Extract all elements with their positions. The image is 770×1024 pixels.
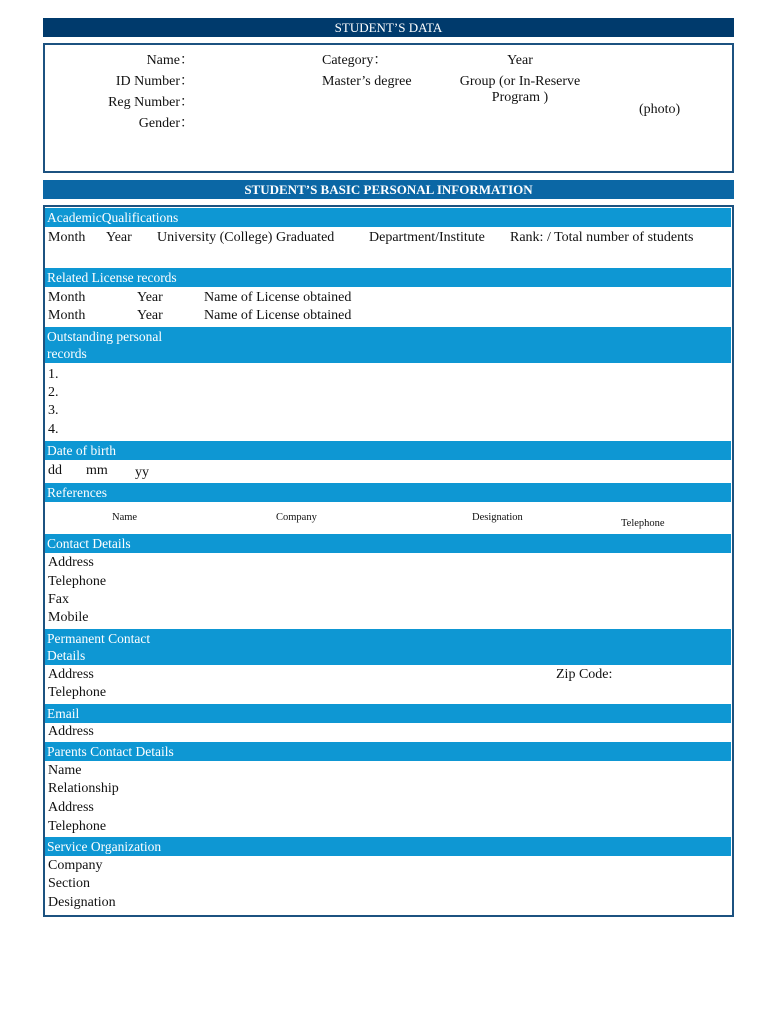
service-section: Section <box>48 876 90 891</box>
parents-contact-header: Parents Contact Details <box>45 742 731 761</box>
academic-rank: Rank: / Total number of students <box>510 230 694 245</box>
dob-yy: yy <box>135 465 149 480</box>
contact-telephone: Telephone <box>48 574 107 589</box>
parents-address: Address <box>48 800 94 815</box>
service-designation: Designation <box>48 895 116 910</box>
license-year-2: Year <box>137 308 163 323</box>
outstanding-item-1: 1. <box>48 367 59 382</box>
references-header: References <box>45 483 731 502</box>
outstanding-item-3: 3. <box>48 403 59 418</box>
references-company: Company <box>276 512 317 523</box>
permanent-telephone: Telephone <box>48 685 107 700</box>
photo-placeholder: (photo) <box>639 102 681 117</box>
reg-number-label: Reg Number： <box>108 95 194 110</box>
license-name-2: Name of License obtained <box>204 308 352 323</box>
references-designation: Designation <box>472 512 523 523</box>
license-month-2: Month <box>48 308 86 323</box>
contact-details-header: Contact Details <box>45 534 731 553</box>
group-label-line2: Program ) <box>491 90 549 105</box>
date-of-birth-header: Date of birth <box>45 441 731 460</box>
contact-address: Address <box>48 555 94 570</box>
year-label: Year <box>507 53 533 68</box>
permanent-contact-title-line2: Details <box>47 648 86 663</box>
email-address: Address <box>48 724 94 739</box>
license-month-1: Month <box>48 290 86 305</box>
group-label-line1: Group (or In-Reserve <box>459 74 581 89</box>
permanent-contact-title-line1: Permanent Contact <box>47 631 151 646</box>
contact-mobile: Mobile <box>48 610 89 625</box>
parents-relationship: Relationship <box>48 781 119 796</box>
permanent-address: Address <box>48 667 94 682</box>
email-header: Email <box>45 704 731 723</box>
students-data-title: STUDENT’S DATA <box>43 18 734 37</box>
license-records-header: Related License records <box>45 268 731 287</box>
id-number-label: ID Number： <box>115 74 194 89</box>
permanent-contact-header <box>45 629 731 665</box>
masters-degree-label: Master’s degree <box>322 74 412 89</box>
academic-university: University (College) Graduated <box>157 230 335 245</box>
references-name: Name <box>112 512 138 523</box>
basic-info-title: STUDENT’S BASIC PERSONAL INFORMATION <box>43 180 734 199</box>
academic-department: Department/Institute <box>369 230 485 245</box>
dob-mm: mm <box>86 463 108 478</box>
license-year-1: Year <box>137 290 163 305</box>
contact-fax: Fax <box>48 592 69 607</box>
dob-dd: dd <box>48 463 62 478</box>
academic-year: Year <box>106 230 132 245</box>
outstanding-item-2: 2. <box>48 385 59 400</box>
academic-month: Month <box>48 230 86 245</box>
parents-name: Name <box>48 763 82 778</box>
name-label: Name： <box>146 53 194 68</box>
student-data-box <box>43 43 734 173</box>
gender-label: Gender： <box>138 116 194 131</box>
outstanding-item-4: 4. <box>48 422 59 437</box>
service-organization-header: Service Organization <box>45 837 731 856</box>
references-telephone: Telephone <box>621 518 665 529</box>
outstanding-records-title-line1: Outstanding personal <box>47 329 163 344</box>
outstanding-records-header <box>45 327 731 363</box>
parents-telephone: Telephone <box>48 819 107 834</box>
service-company: Company <box>48 858 103 873</box>
academic-qualifications-header: AcademicQualifications <box>45 208 731 227</box>
outstanding-records-title-line2: records <box>47 346 87 361</box>
permanent-zip-code: Zip Code: <box>556 667 613 682</box>
category-label: Category： <box>322 53 388 68</box>
license-name-1: Name of License obtained <box>204 290 352 305</box>
